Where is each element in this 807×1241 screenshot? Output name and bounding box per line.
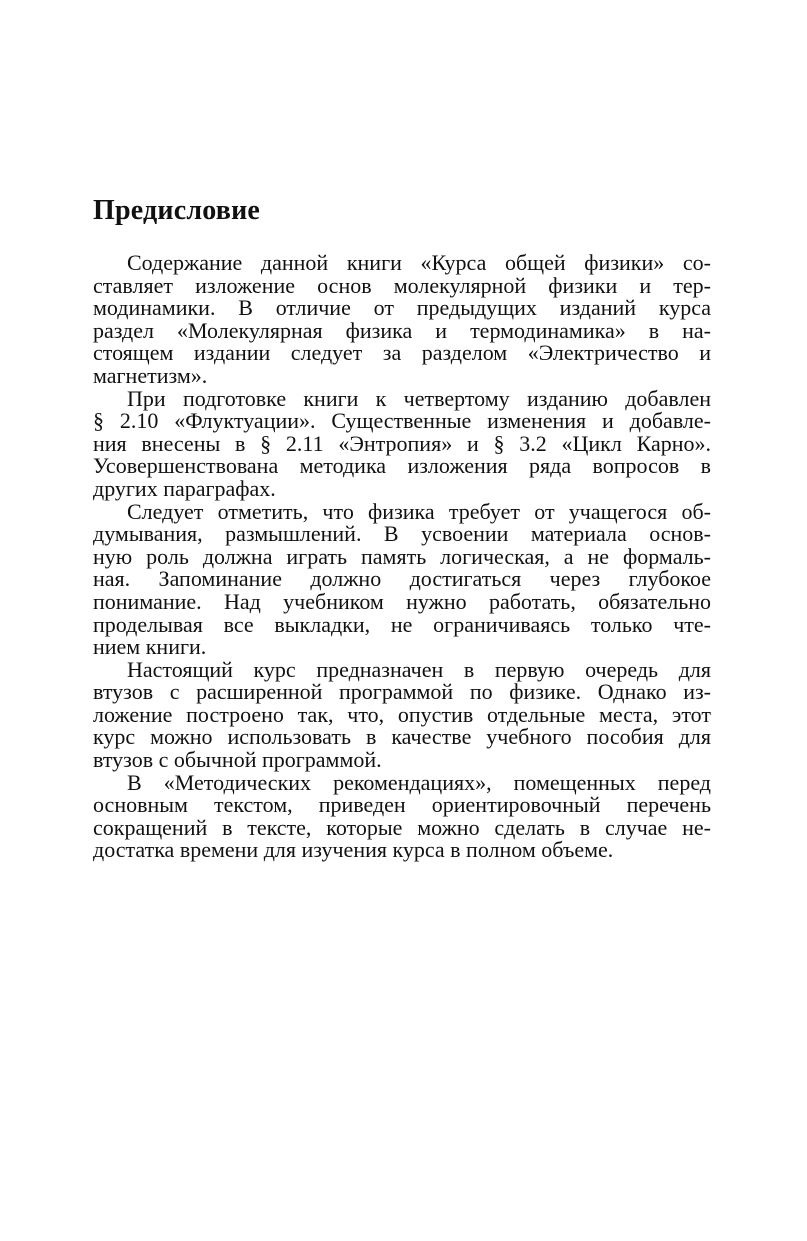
- text-line: ложение построено так, что, опустив отдельные места, этот: [93, 701, 711, 727]
- text-line: В «Методических рекомендациях», помещенных перед: [127, 769, 711, 795]
- text-line: курс можно использовать в качестве учебного пособия для: [93, 724, 711, 750]
- text-line: раздел «Молекулярная физика и термодинамика» в на-: [93, 317, 711, 343]
- text-line: § 2.10 «Флуктуации». Существенные изменения и добавле-: [93, 408, 711, 434]
- body-text: [93, 252, 711, 862]
- text-line: достатка времени для изучения курса в полном объеме.: [93, 837, 614, 863]
- text-line: проделывая все выкладки, не ограничиваясь только чте-: [93, 611, 711, 637]
- text-line: Следует отметить, что физика требует от учащегося об-: [127, 498, 711, 524]
- text-line: модинамики. В отличие от предыдущих изданий курса: [93, 295, 711, 321]
- text-line: втузов с обычной программой.: [93, 747, 382, 773]
- text-line: сокращений в тексте, которые можно сделать в случае не-: [93, 814, 711, 840]
- text-line: Содержание данной книги «Курса общей физики» со-: [127, 250, 711, 275]
- text-line: понимание. Над учебником нужно работать, обязательно: [93, 588, 711, 614]
- text-line: Настоящий курс предназначен в первую очередь для: [127, 656, 711, 682]
- text-line: Усовершенствована методика изложения ряда вопросов в: [93, 453, 711, 479]
- text-line: нием книги.: [93, 634, 207, 660]
- text-line: ния внесены в § 2.11 «Энтропия» и § 3.2 «Цикл Карно».: [93, 430, 711, 456]
- text-line: магнетизм».: [93, 362, 208, 388]
- page-title: Предисловие: [93, 195, 261, 226]
- text-line: ная. Запоминание должно достигаться через глубокое: [93, 566, 711, 592]
- text-line: думывания, размышлений. В усвоении материала основ-: [93, 521, 711, 547]
- text-line: ставляет изложение основ молекулярной физики и тер-: [93, 272, 711, 298]
- text-line: ную роль должна играть память логическая, а не формаль-: [93, 543, 711, 569]
- text-line: стоящем издании следует за разделом «Электричество и: [93, 340, 711, 366]
- text-line: основным текстом, приведен ориентировочный перечень: [93, 792, 711, 818]
- text-line: других параграфах.: [93, 475, 276, 501]
- text-line: При подготовке книги к четвертому изданию добавлен: [127, 385, 711, 411]
- text-line: втузов с расширенной программой по физике. Однако из-: [93, 679, 711, 705]
